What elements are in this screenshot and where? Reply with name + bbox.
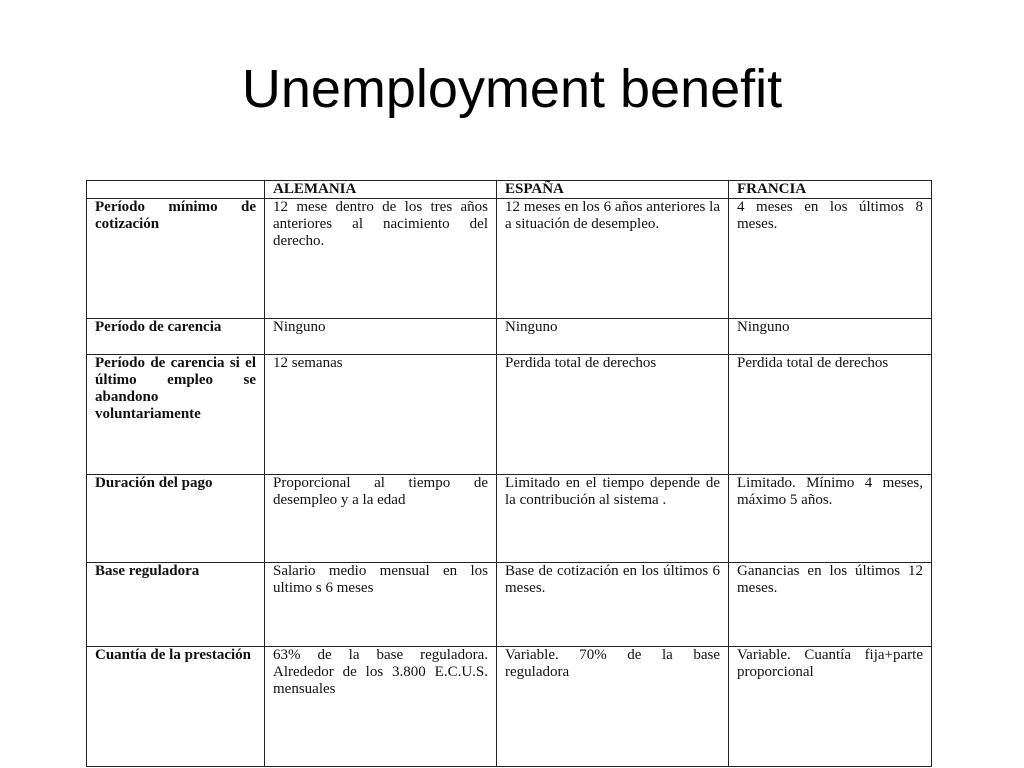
row-label: Duración del pago — [87, 475, 265, 563]
table-cell: Variable. Cuantía fija+parte proporcional — [729, 647, 932, 767]
table-cell: 4 meses en los últimos 8 meses. — [729, 199, 932, 319]
header-empty — [87, 181, 265, 199]
table-row — [87, 355, 932, 475]
table-cell: 63% de la base reguladora. Alrededor de los 3.800 E.C.U.S. mensuales — [265, 647, 497, 767]
table-cell: Ganancias en los últimos 12 meses. — [729, 563, 932, 647]
table-cell: Ninguno — [729, 319, 932, 355]
header-francia: FRANCIA — [729, 181, 932, 199]
table-cell: Limitado. Mínimo 4 meses, máximo 5 años. — [729, 475, 932, 563]
table-cell: Perdida total de derechos — [497, 355, 729, 475]
table-cell: Variable. 70% de la base reguladora — [497, 647, 729, 767]
slide-title: Unemployment benefit — [241, 59, 783, 119]
table-row — [87, 647, 932, 767]
table-row — [87, 319, 932, 355]
table-row — [87, 199, 932, 319]
comparison-table — [86, 180, 932, 767]
table-cell: Perdida total de derechos — [729, 355, 932, 475]
table-cell: Base de cotización en los últimos 6 meses. — [497, 563, 729, 647]
table-cell: Proporcional al tiempo de desempleo y a la edad — [265, 475, 497, 563]
comparison-table-wrapper — [86, 180, 932, 767]
row-label: Base reguladora — [87, 563, 265, 647]
header-alemania: ALEMANIA — [265, 181, 497, 199]
row-label: Período mínimo de cotización — [87, 199, 265, 319]
table-cell: Ninguno — [265, 319, 497, 355]
table-cell: 12 semanas — [265, 355, 497, 475]
table-cell: Limitado en el tiempo depende de la contribución al sistema . — [497, 475, 729, 563]
row-label: Cuantía de la prestación — [87, 647, 265, 767]
table-header-row — [87, 181, 932, 199]
row-label: Período de carencia — [87, 319, 265, 355]
table-cell: 12 meses en los 6 años anteriores la a situación de desempleo. — [497, 199, 729, 319]
row-label: Período de carencia si el último empleo se abandono voluntariamente — [87, 355, 265, 475]
table-cell: Ninguno — [497, 319, 729, 355]
table-row — [87, 563, 932, 647]
table-cell: 12 mese dentro de los tres años anteriores al nacimiento del derecho. — [265, 199, 497, 319]
header-espana: ESPAÑA — [497, 181, 729, 199]
table-cell: Salario medio mensual en los ultimo s 6 meses — [265, 563, 497, 647]
table-row — [87, 475, 932, 563]
